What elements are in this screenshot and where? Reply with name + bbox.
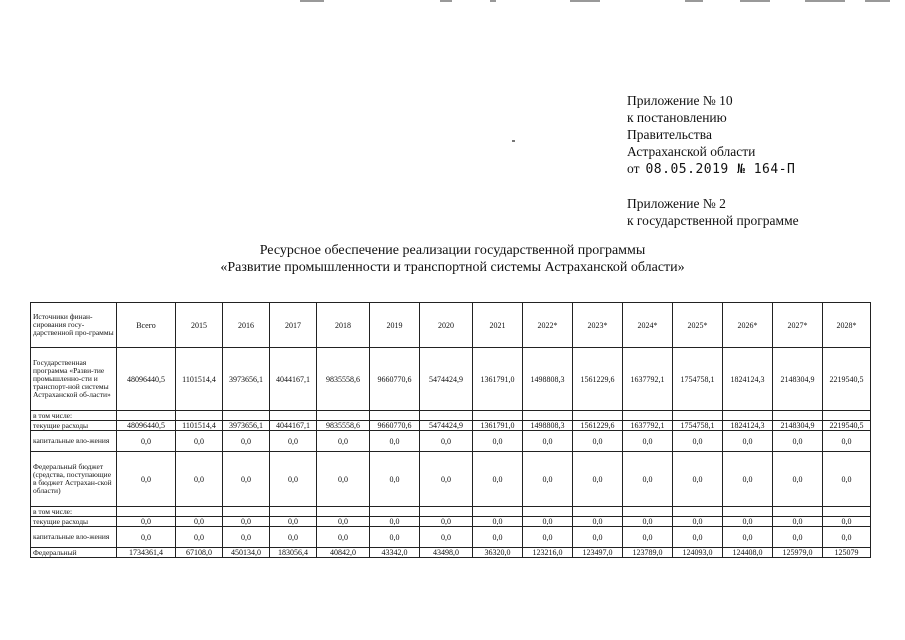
cell-total (117, 411, 176, 421)
cell-total: 0,0 (117, 431, 176, 452)
cell-year-value: 0,0 (473, 527, 523, 548)
cell-year-value: 0,0 (673, 431, 723, 452)
cell-year-value: 0,0 (223, 431, 270, 452)
cell-year-value: 0,0 (473, 431, 523, 452)
cell-year-value: 2219540,5 (823, 348, 871, 411)
header-year: 2025* (673, 303, 723, 348)
appendix-2-line2: к государственной программе (627, 213, 799, 228)
header-year: 2026* (723, 303, 773, 348)
header-year: 2017 (270, 303, 317, 348)
header-year: 2021 (473, 303, 523, 348)
cell-year-value: 0,0 (370, 431, 420, 452)
cell-total: 1734361,4 (117, 548, 176, 558)
cell-year-value (176, 411, 223, 421)
cell-total (117, 507, 176, 517)
cell-year-value (523, 411, 573, 421)
cell-year-value: 0,0 (823, 431, 871, 452)
cell-year-value: 125979,0 (773, 548, 823, 558)
scan-speck (512, 140, 515, 142)
cell-year-value: 0,0 (523, 431, 573, 452)
cell-year-value (223, 411, 270, 421)
cell-year-value (270, 507, 317, 517)
cell-year-value: 0,0 (270, 431, 317, 452)
cell-year-value: 123497,0 (573, 548, 623, 558)
cell-year-value (673, 507, 723, 517)
table-row (31, 411, 871, 421)
cell-year-value: 4044167,1 (270, 348, 317, 411)
cell-year-value: 3973656,1 (223, 348, 270, 411)
cell-year-value: 1561229,6 (573, 348, 623, 411)
table-body (31, 348, 871, 558)
cell-year-value: 0,0 (176, 431, 223, 452)
document-title (0, 242, 905, 276)
appendix-10-date (627, 160, 795, 178)
appendix-2-number: Приложение № 2 (627, 196, 726, 211)
cell-year-value: 0,0 (176, 452, 223, 507)
cell-year-value: 125079 (823, 548, 871, 558)
cell-year-value: 0,0 (270, 517, 317, 527)
cell-year-value: 1101514,4 (176, 348, 223, 411)
row-label: текущие расходы (31, 421, 117, 431)
cell-year-value: 5474424,9 (420, 348, 473, 411)
cell-year-value: 0,0 (623, 431, 673, 452)
title-line-2: «Развитие промышленности и транспортной системы Астраханской области» (220, 260, 685, 275)
title-line-1: Ресурсное обеспечение реализации государственной программы (259, 243, 646, 258)
row-label: в том числе: (31, 411, 117, 421)
cell-year-value (673, 411, 723, 421)
cell-year-value: 2148304,9 (773, 421, 823, 431)
cell-total: 0,0 (117, 527, 176, 548)
cell-year-value: 1498808,3 (523, 421, 573, 431)
cell-year-value: 1637792,1 (623, 421, 673, 431)
cell-year-value (473, 411, 523, 421)
cell-year-value: 0,0 (673, 452, 723, 507)
table-row (31, 517, 871, 527)
header-year: 2023* (573, 303, 623, 348)
cell-year-value: 0,0 (523, 517, 573, 527)
appendix-10-line3: Правительства (627, 127, 712, 142)
table-row (31, 507, 871, 517)
cell-year-value: 0,0 (317, 517, 370, 527)
table-row (31, 527, 871, 548)
date-stamp: 08.05.2019 № 164-П (645, 162, 796, 177)
row-label: текущие расходы (31, 517, 117, 527)
cell-year-value: 3973656,1 (223, 421, 270, 431)
cell-year-value (420, 507, 473, 517)
cell-year-value: 1754758,1 (673, 421, 723, 431)
date-prefix: от (627, 161, 640, 176)
cell-year-value: 43498,0 (420, 548, 473, 558)
header-year: 2022* (523, 303, 573, 348)
cell-year-value: 0,0 (723, 527, 773, 548)
cell-year-value (270, 411, 317, 421)
header-year: 2020 (420, 303, 473, 348)
cell-year-value: 0,0 (573, 431, 623, 452)
cell-year-value: 9835558,6 (317, 421, 370, 431)
table-row (31, 421, 871, 431)
row-label: капитальные вло-жения (31, 527, 117, 548)
cell-year-value: 2148304,9 (773, 348, 823, 411)
cell-year-value: 450134,0 (223, 548, 270, 558)
cell-total: 0,0 (117, 452, 176, 507)
cell-year-value (223, 507, 270, 517)
cell-year-value: 1824124,3 (723, 348, 773, 411)
cell-year-value: 0,0 (573, 517, 623, 527)
cell-year-value: 0,0 (573, 452, 623, 507)
cell-year-value: 124408,0 (723, 548, 773, 558)
cell-year-value (823, 507, 871, 517)
header-year: 2016 (223, 303, 270, 348)
cell-year-value: 0,0 (270, 527, 317, 548)
cell-year-value: 123789,0 (623, 548, 673, 558)
cell-year-value (573, 411, 623, 421)
header-year: 2027* (773, 303, 823, 348)
cell-year-value (723, 411, 773, 421)
cell-year-value (473, 507, 523, 517)
header-year: 2015 (176, 303, 223, 348)
cell-year-value (823, 411, 871, 421)
cell-year-value: 9660770,6 (370, 421, 420, 431)
cell-year-value (317, 507, 370, 517)
cell-year-value: 1824124,3 (723, 421, 773, 431)
appendix-10-line4: Астраханской области (627, 144, 756, 159)
cell-year-value: 0,0 (176, 517, 223, 527)
cell-year-value (623, 507, 673, 517)
cell-year-value: 0,0 (723, 431, 773, 452)
cell-year-value: 0,0 (473, 517, 523, 527)
cell-year-value: 0,0 (176, 527, 223, 548)
cell-year-value: 43342,0 (370, 548, 420, 558)
cell-total: 48096440,5 (117, 421, 176, 431)
cell-year-value: 0,0 (523, 452, 573, 507)
cell-year-value: 0,0 (723, 517, 773, 527)
header-year: 2018 (317, 303, 370, 348)
cell-year-value: 0,0 (723, 452, 773, 507)
cell-year-value: 0,0 (773, 452, 823, 507)
cell-year-value: 0,0 (370, 517, 420, 527)
cell-year-value: 0,0 (317, 431, 370, 452)
table-row (31, 348, 871, 411)
cell-year-value: 5474424,9 (420, 421, 473, 431)
cell-year-value: 0,0 (317, 527, 370, 548)
cell-year-value: 1498808,3 (523, 348, 573, 411)
cell-year-value: 0,0 (420, 431, 473, 452)
cell-year-value: 0,0 (623, 452, 673, 507)
cell-year-value: 0,0 (370, 452, 420, 507)
cell-year-value: 36320,0 (473, 548, 523, 558)
cell-year-value (573, 507, 623, 517)
cell-year-value: 0,0 (573, 527, 623, 548)
cell-total: 48096440,5 (117, 348, 176, 411)
cell-year-value: 0,0 (223, 527, 270, 548)
cell-year-value: 0,0 (673, 517, 723, 527)
row-label: в том числе: (31, 507, 117, 517)
cell-year-value (773, 507, 823, 517)
cell-year-value: 0,0 (223, 517, 270, 527)
cell-year-value: 1561229,6 (573, 421, 623, 431)
cell-year-value: 0,0 (473, 452, 523, 507)
cell-year-value (773, 411, 823, 421)
cell-year-value: 1361791,0 (473, 421, 523, 431)
cell-year-value: 0,0 (317, 452, 370, 507)
cell-year-value: 124093,0 (673, 548, 723, 558)
cell-year-value: 0,0 (773, 431, 823, 452)
cell-year-value (523, 507, 573, 517)
cell-year-value: 0,0 (823, 452, 871, 507)
cell-year-value: 123216,0 (523, 548, 573, 558)
cell-year-value: 0,0 (223, 452, 270, 507)
appendix-10-line2: к постановлению (627, 110, 727, 125)
cell-year-value: 1101514,4 (176, 421, 223, 431)
header-year: 2024* (623, 303, 673, 348)
cell-year-value: 0,0 (623, 517, 673, 527)
cell-year-value: 0,0 (420, 452, 473, 507)
cell-year-value (317, 411, 370, 421)
cell-year-value: 9660770,6 (370, 348, 420, 411)
row-label: Государственная программа «Разви-тие промышленно-сти и транспорт-ной системы Астраханской об-ласти» (31, 348, 117, 411)
cell-year-value: 0,0 (773, 527, 823, 548)
cell-year-value: 1361791,0 (473, 348, 523, 411)
cell-year-value: 0,0 (523, 527, 573, 548)
cell-total: 0,0 (117, 517, 176, 527)
cell-year-value: 0,0 (420, 517, 473, 527)
appendix-10-number: Приложение № 10 (627, 93, 733, 108)
table-row (31, 548, 871, 558)
cell-year-value: 9835558,6 (317, 348, 370, 411)
header-year: 2019 (370, 303, 420, 348)
cell-year-value: 67108,0 (176, 548, 223, 558)
cell-year-value (420, 411, 473, 421)
appendix-2-block (627, 195, 799, 229)
cell-year-value: 4044167,1 (270, 421, 317, 431)
cell-year-value: 0,0 (420, 527, 473, 548)
appendix-10-block (627, 92, 795, 178)
header-source: Источники финан-сирования госу-дарственной про-граммы (31, 303, 117, 348)
header-total: Всего (117, 303, 176, 348)
cell-year-value: 183056,4 (270, 548, 317, 558)
scan-artifacts (300, 0, 900, 4)
header-year: 2028* (823, 303, 871, 348)
row-label: капитальные вло-жения (31, 431, 117, 452)
cell-year-value: 0,0 (673, 527, 723, 548)
cell-year-value: 0,0 (823, 527, 871, 548)
cell-year-value (370, 507, 420, 517)
cell-year-value (623, 411, 673, 421)
cell-year-value: 40842,0 (317, 548, 370, 558)
cell-year-value: 0,0 (370, 527, 420, 548)
cell-year-value: 0,0 (773, 517, 823, 527)
row-label: Федеральный (31, 548, 117, 558)
cell-year-value (723, 507, 773, 517)
table-row (31, 431, 871, 452)
cell-year-value: 0,0 (270, 452, 317, 507)
resource-table (30, 302, 871, 558)
cell-year-value: 2219540,5 (823, 421, 871, 431)
cell-year-value (370, 411, 420, 421)
cell-year-value (176, 507, 223, 517)
cell-year-value: 0,0 (623, 527, 673, 548)
row-label: Федеральный бюджет (средства, поступающие в бюджет Астрахан-ской области) (31, 452, 117, 507)
cell-year-value: 1637792,1 (623, 348, 673, 411)
cell-year-value: 1754758,1 (673, 348, 723, 411)
table-header-row (31, 303, 871, 348)
table-row (31, 452, 871, 507)
cell-year-value: 0,0 (823, 517, 871, 527)
